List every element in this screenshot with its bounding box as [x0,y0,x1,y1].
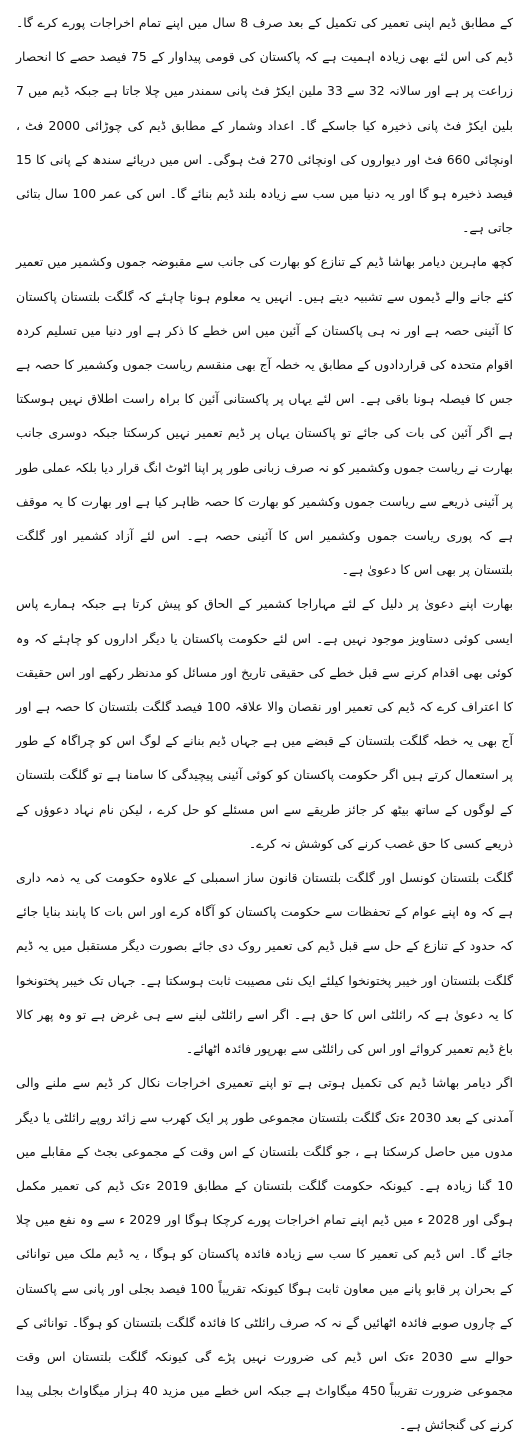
paragraph-3: بھارت اپنے دعویٰ پر دلیل کے لئے مہاراجا کشمیر کے الحاق کو پیش کرتا ہے جبکہ ہمارے پاس ایسی کوئی دستاویز موجود نہیں ہے۔ اس لئے حکومت پاکستان یا دیگر اداروں کو چاہئے کہ وہ کوئی بھی اقدام کرنے سے قبل خطے کی حقیقی تاریخ اور مسائل کو مدنظر رکھے اور اس حقیقت کا اعتراف کرے کہ ڈیم کی تعمیر اور نقصان والا علاقہ 100 فیصد گلگت بلتستان کا حصہ ہے اور آج بھی یہ خطہ گلگت بلتستان کے قبضے میں ہے جہاں ڈیم بنانے کے لوگ اس کو چراگاہ کے طور پر استعمال کرتے ہیں اگر حکومت پاکستان کو کوئی آئینی پیچیدگی کا سامنا ہے تو گلگت بلتستان کے لوگوں کے ساتھ بیٹھ کر جائز طریقے سے اس مسئلے کو حل کرے ، لیکن نام نہاد دعوؤں کے ذریعے کسی کا حق غصب کرنے کی کوشش نہ کرے۔ [16,596,513,851]
paragraph-1: کے مطابق ڈیم اپنی تعمیر کی تکمیل کے بعد صرف 8 سال میں اپنے تمام اخراجات پورے کرے گا۔ ڈیم کی اس لئے بھی زیادہ اہمیت ہے کہ پاکستان کی قومی پیداوار کے 75 فیصد حصے کا انحصار زراعت پر ہے اور سالانہ 32 سے 33 ملین ایکڑ فٹ پانی سمندر میں چلا جاتا ہے جبکہ ڈیم میں 7 بلین ایکڑ فٹ پانی ذخیرہ کیا جاسکے گا۔ اعداد وشمار کے مطابق ڈیم کی چوڑائی 2000 فٹ ، اونچائی 660 فٹ اور دیواروں کی اونچائی 270 فٹ ہوگی۔ اس میں دریائے سندھ کے پانی کا 15 فیصد ذخیرہ ہو گا اور یہ دنیا میں سب سے زیادہ بلند ڈیم بنائے گا۔ اس کی عمر 100 سال بتائی جاتی ہے۔ [16,15,514,236]
paragraph-5: اگر دیامر بھاشا ڈیم کی تکمیل ہوتی ہے تو اپنے تعمیری اخراجات نکال کر ڈیم سے ملنے والی آمدنی کے بعد 2030 ءتک گلگت بلتستان مجموعی طور پر ایک کھرب سے زائد روپے رائلٹی یا دیگر مدوں میں حاصل کرسکتا ہے ، جو گلگت بلتستان کے اس وقت کے مجموعی بجٹ کے مقابلے میں 10 گنا زیادہ ہے۔ کیونکہ حکومت گلگت بلتستان کے مطابق 2019 ءتک ڈیم کی تعمیر مکمل ہوگی اور 2028 ء میں ڈیم اپنے تمام اخراجات پورے کرچکا ہوگا اور 2029 ء سے وہ نفع میں چلا جائے گا۔ اس ڈیم کی تعمیر کا سب سے زیادہ فائدہ پاکستان کو ہوگا ، یہ ڈیم ملک میں توانائی کے بحران پر قابو پانے میں معاون ثابت ہوگا کیونکہ تقریباً 100 فیصد بجلی اور پانی سے پاکستان کے چاروں صوبے فائدہ اٹھائیں گے نہ کہ صرف رائلٹی کا فائدہ گلگت بلتستان کو ہوگا۔ توانائی کے حوالے سے 2030 ءتک اس ڈیم کی ضرورت نہیں پڑے گی کیونکہ گلگت بلتستان اس وقت مجموعی ضرورت تقریباً 450 میگاواٹ ہے جبکہ اس خطے میں مزید 40 ہزار میگاواٹ بجلی پیدا کرنے کی گنجائش ہے۔ [16,1075,514,1433]
paragraph-2: کچھ ماہرین دیامر بھاشا ڈیم کے تنازع کو بھارت کی جانب سے مقبوضہ جموں وکشمیر میں تعمیر کئے جانے والے ڈیموں سے تشبیہ دیتے ہیں۔ انہیں یہ معلوم ہونا چاہئے کہ گلگت بلتستان پاکستان کا آئینی حصہ ہے اور نہ ہی پاکستان کے آئین میں اس خطے کا ذکر ہے اور دنیا میں تسلیم کردہ اقوام متحدہ کی قراردادوں کے مطابق یہ خطہ آج بھی منقسم ریاست جموں وکشمیر کا حصہ ہے جس کا فیصلہ ہونا باقی ہے۔ اس لئے یہاں پر پاکستانی آئین کا براہ راست اطلاق نہیں ہوسکتا ہے اگر آئین کی بات کی جائے تو پاکستان یہاں پر ڈیم تعمیر نہیں کرسکتا جبکہ دوسری جانب بھارت نے ریاست جموں وکشمیر کو نہ صرف زبانی طور پر اپنا اٹوٹ انگ قرار دیا بلکہ عملی طور پر آئینی ذریعے سے ریاست جموں وکشمیر کو بھارت کا حصہ ظاہر کیا ہے اور بھارت کا یہ موقف ہے کہ پوری ریاست جموں وکشمیر اس کا آئینی حصہ ہے۔ اس لئے آزاد کشمیر اور گلگت بلتستان پر بھی اس کا دعویٰ ہے۔ [16,254,513,578]
paragraph-4: گلگت بلتستان کونسل اور گلگت بلتستان قانون ساز اسمبلی کے علاوہ حکومت کی یہ ذمہ داری ہے کہ وہ اپنے عوام کے تحفظات سے حکومت پاکستان کو آگاہ کرے اور اس بات کا پابند بنایا جائے کہ حدود کے تنازع کے حل سے قبل ڈیم کی تعمیر روک دی جائے بصورت دیگر مستقبل میں یہ ڈیم گلگت بلتستان اور خیبر پختونخوا کیلئے ایک نئی مصیبت ثابت ہوسکتا ہے۔ جہاں تک خیبر پختونخوا کا یہ دعویٰ ہے کہ رائلٹی اس کا حق ہے۔ اگر اسے رائلٹی لینے سے ہی غرض ہے تو وہ پھر کالا باغ ڈیم تعمیر کروائے اور اس کی رائلٹی سے بھرپور فائدہ اٹھائے۔ [16,870,513,1057]
